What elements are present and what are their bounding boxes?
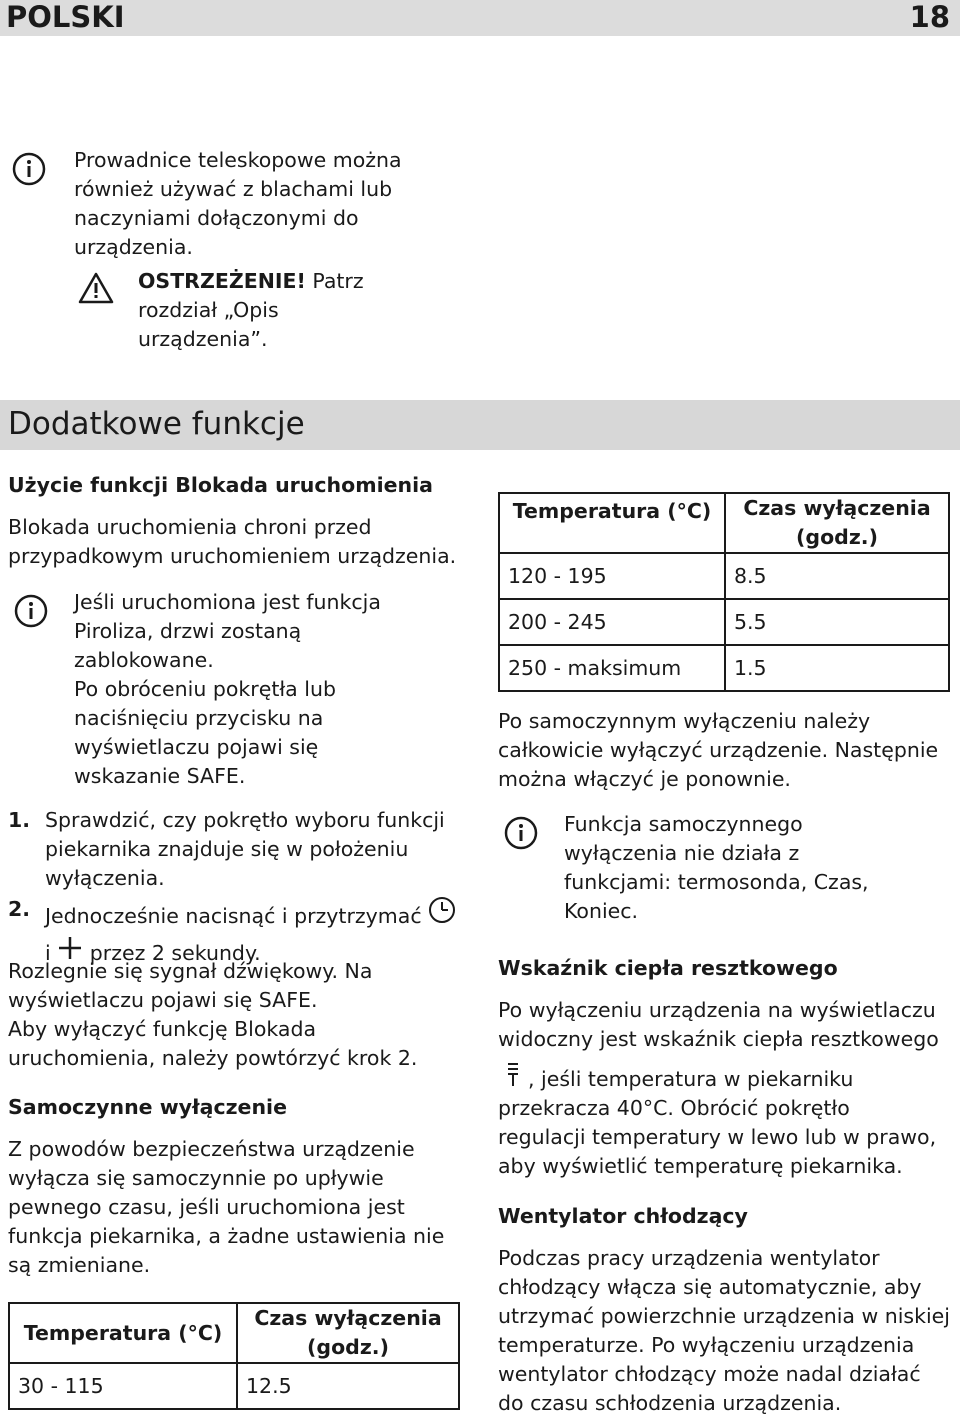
step-2-text: Jednocześnie nacisnąć i przytrzymać i przez 2 sekundy. [45, 895, 458, 968]
step-number: 1. [8, 808, 31, 832]
shutdown-table-left [8, 1302, 460, 1410]
step-number: 2. [8, 897, 31, 921]
fan-text: Podczas pracy urządzenia wentylator chłodzący włącza się automatycznie, aby utrzymać powierzchnie urządzenia w niskiej temperaturze. Po wyłączeniu urządzenia wentylator chłodzący może nadal działać do czasu schłodzenia urządzenia. [498, 1246, 950, 1415]
shutdown-table-right [498, 492, 950, 692]
page-header [0, 0, 960, 36]
samo-heading: Samoczynne wyłączenie [8, 1095, 287, 1119]
clock-icon [428, 895, 458, 925]
after-table-text: Po samoczynnym wyłączeniu należy całkowicie wyłączyć urządzenie. Następnie można włączyć je ponownie. [498, 709, 939, 791]
table-row: 200 - 245 5.5 [499, 599, 949, 645]
table-row: 120 - 195 8.5 [499, 553, 949, 599]
top-note-text: Prowadnice teleskopowe można również używać z blachami lub naczyniami dołączonymi do urządzenia. [74, 148, 402, 259]
after-steps-text: Rozlegnie się sygnał dźwiękowy. Na wyświetlaczu pojawi się SAFE. Aby wyłączyć funkcję Blokada uruchomienia, należy powtórzyć krok 2. [8, 959, 418, 1070]
info-icon [14, 594, 48, 628]
warning-icon [78, 272, 114, 304]
blokada-intro: Blokada uruchomienia chroni przed przypadkowym uruchomieniem urządzenia. [8, 515, 457, 568]
fan-heading: Wentylator chłodzący [498, 1204, 748, 1228]
step-1-text: Sprawdzić, czy pokrętło wyboru funkcji piekarnika znajduje się w położeniu wyłączenia. [45, 808, 445, 890]
section-title: Dodatkowe funkcje [8, 406, 305, 442]
page-number: 18 [909, 0, 950, 34]
blokada-note: Jeśli uruchomiona jest funkcja Piroliza, drzwi zostaną zablokowane. Po obróceniu pokrętła lub naciśnięciu przycisku na wyświetlaczu pojawi się wskazanie SAFE. [74, 590, 381, 788]
warning-label: OSTRZEŻENIE! [138, 269, 306, 293]
table-header-time: Czas wyłączenia (godz.) [237, 1303, 459, 1363]
blokada-heading: Użycie funkcji Blokada uruchomienia [8, 473, 433, 497]
heat-text: Po wyłączeniu urządzenia na wyświetlaczu widoczny jest wskaźnik ciepła resztkowego , jeśli temperatura w piekarniku przekracza 40°C. Obrócić pokrętło regulacji temperatury w lewo lub w prawo, aby wyświetlić temperaturę piekarnika. [498, 998, 939, 1178]
table-header-temp: Temperatura (°C) [499, 493, 725, 553]
table-row: 250 - maksimum 1.5 [499, 645, 949, 691]
language-label: POLSKI [6, 0, 125, 34]
warning-text: OSTRZEŻENIE! Patrz rozdział „Opis urządzenia”. [138, 269, 364, 351]
info-icon [504, 816, 538, 850]
info-icon [12, 152, 46, 186]
table-row: 30 - 115 12.5 [9, 1363, 459, 1409]
heat-heading: Wskaźnik ciepła resztkowego [498, 956, 838, 980]
table-header-temp: Temperatura (°C) [9, 1303, 237, 1363]
autoshutdown-note: Funkcja samoczynnego wyłączenia nie działa z funkcjami: termosonda, Czas, Koniec. [564, 812, 869, 923]
samo-text: Z powodów bezpieczeństwa urządzenie wyłącza się samoczynnie po upływie pewnego czasu, jeśli uruchomiona jest funkcja piekarnika, a żadne ustawienia nie są zmieniane. [8, 1137, 445, 1277]
residual-heat-icon [498, 1060, 528, 1088]
table-header-time: Czas wyłączenia (godz.) [725, 493, 949, 553]
